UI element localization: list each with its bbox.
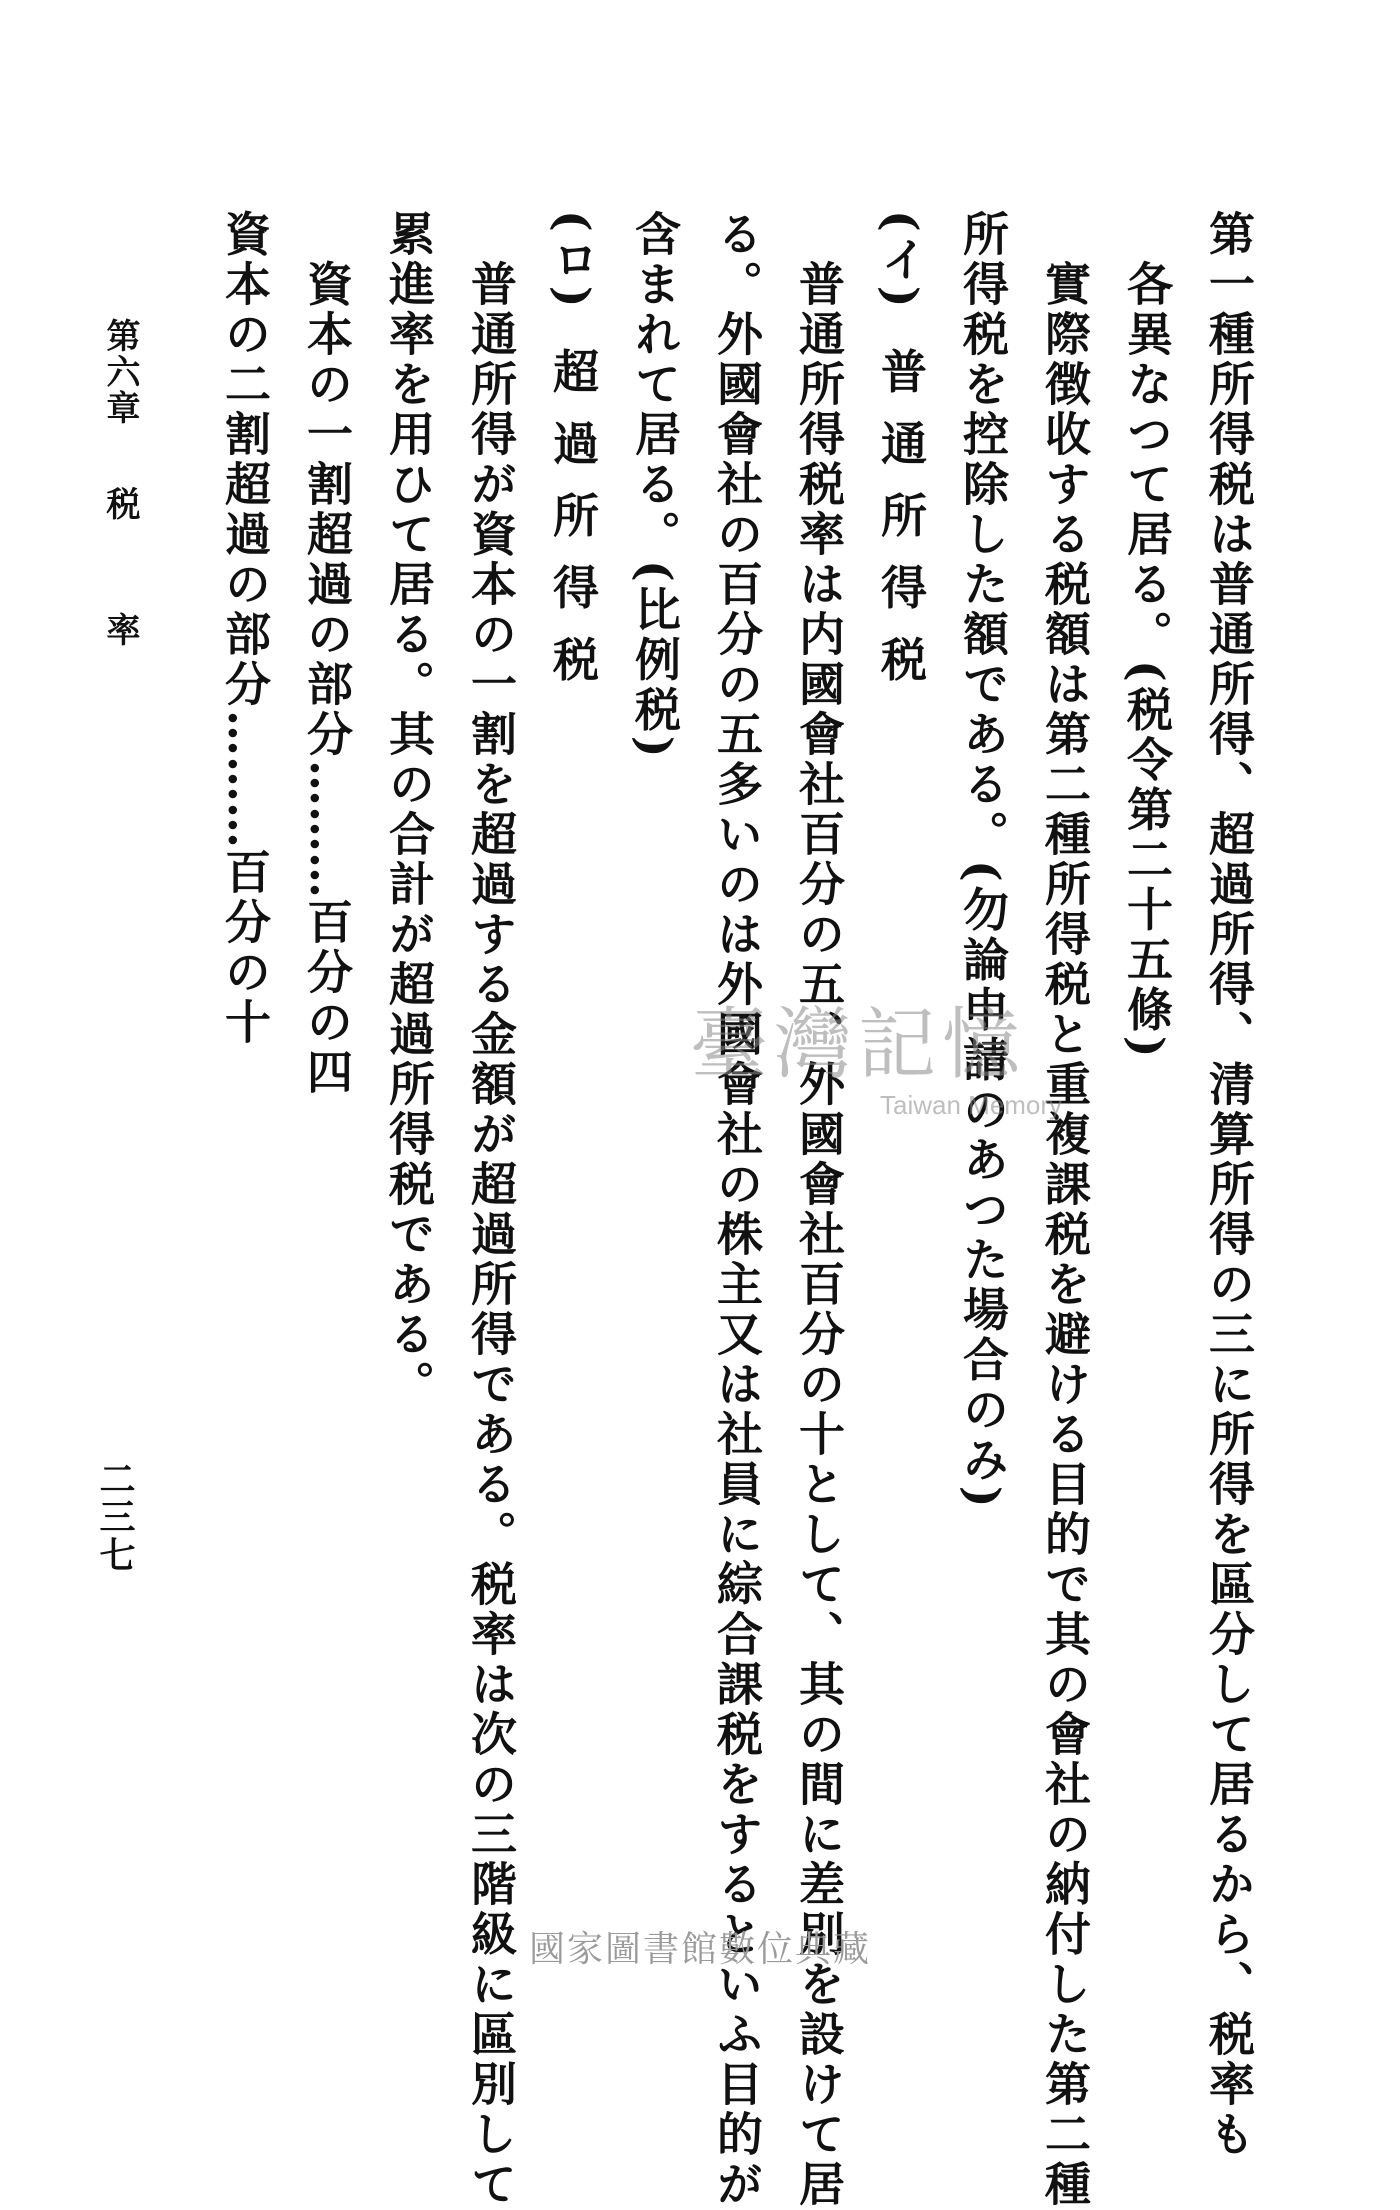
page-number: 二三七: [94, 1460, 136, 1574]
section-mark-ro: (ロ): [546, 210, 600, 312]
text-line-9: 累進率を用ひて居る。其の合計が超過所得税である。: [382, 210, 436, 1410]
text-line-1: 第一種所得税は普通所得、超過所得、清算所得の三に所得を區分して居るから、税率も: [1202, 210, 1256, 2160]
text-line-3: 實際徴收する税額は第二種所得税と重複課税を避ける目的で其の會社の納付した第二種: [1038, 260, 1092, 2210]
text-line-2: 各異なつて居る。(税令第二十五條): [1120, 260, 1174, 1062]
section-title-ro: 超過所得税: [546, 347, 600, 708]
section-title-i: 普通所得税: [874, 347, 928, 708]
rate-row-1: [286, 210, 368, 1830]
watermark-sub-text: Taiwan Memory: [880, 1090, 1063, 1120]
text-line-4: 所得税を控除した額である。(勿論申請のあつた場合のみ): [956, 210, 1010, 1512]
running-head-chapter: 第六章: [100, 318, 140, 426]
running-head-title-2: 率: [100, 612, 140, 648]
text-line-5: 普通所得税率は内國會社百分の五、外國會社百分の十として、其の間に差別を設けて居: [792, 260, 846, 2210]
rate-row-2: [204, 210, 286, 1830]
text-line-8: 普通所得が資本の一割を超過する金額が超過所得である。税率は次の三階級に區別して: [464, 260, 518, 2210]
rate-label-1: 資本の一割超過の部分: [300, 260, 354, 760]
section-heading-i: [860, 210, 942, 1830]
watermark-logo-text: 臺灣記憶: [690, 1000, 1027, 1090]
rate-leader-1: ………: [300, 760, 354, 898]
rate-leader-2: ………: [218, 710, 272, 848]
text-line-7: 含まれて居る。(比例税): [628, 210, 682, 762]
text-line-6: る。外國會社の百分の五多いのは外國會社の株主又は社員に綜合課税をするといふ目的が: [710, 210, 764, 2210]
rate-value-1: 百分の四: [300, 898, 354, 1098]
footer-collection-mark: 國家圖書館數位典藏: [528, 1929, 871, 1970]
rate-value-2: 百分の十: [218, 848, 272, 1048]
running-head-title-1: 税: [100, 486, 140, 522]
rate-label-2: 資本の二割超過の部分: [218, 210, 272, 710]
section-heading-ro: [532, 210, 614, 1830]
section-mark-i: (イ): [874, 210, 928, 312]
running-head: [96, 318, 145, 648]
